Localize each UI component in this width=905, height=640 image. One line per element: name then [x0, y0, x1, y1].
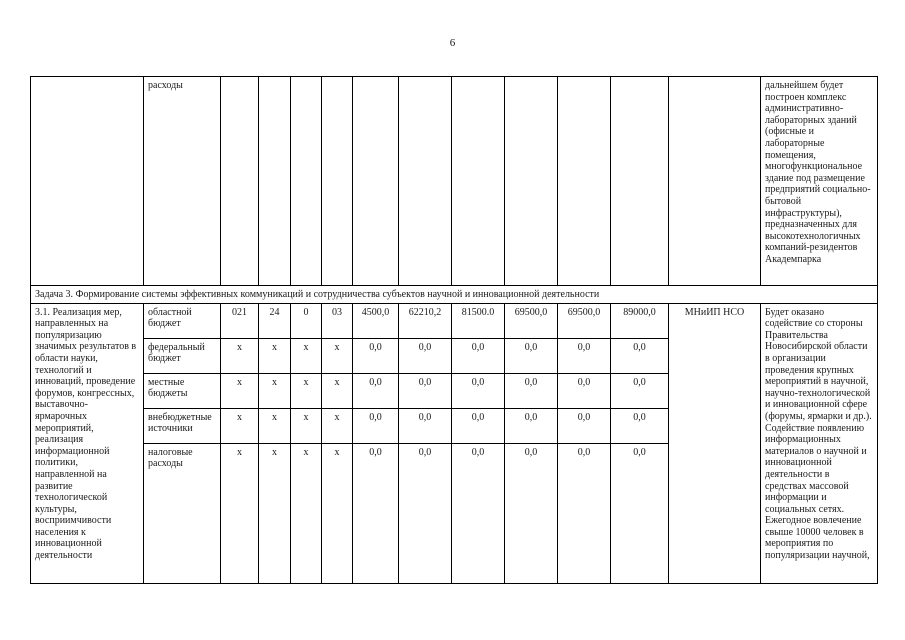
value-year-2: 0,0	[399, 443, 452, 583]
value-year-5: 0,0	[558, 443, 611, 583]
code-om: х	[322, 373, 353, 408]
measure-title: 3.1. Реализация мер, направленных на популяризацию значимых результатов в области науки, технологий и инноваций, проведение форумов, конгрессных, выставочно-ярмарочных мероприятий, реализация информационной политики, направленной на развитие технологической культуры, восприимчивости населения к инновационной деятельности	[31, 303, 144, 583]
code-gp: 24	[259, 303, 291, 338]
code-grbs: х	[221, 408, 259, 443]
code-om: 03	[322, 303, 353, 338]
funding-source: местные бюджеты	[144, 373, 221, 408]
code-om: х	[322, 443, 353, 583]
code-gp: х	[259, 443, 291, 583]
code-pgp: х	[291, 373, 322, 408]
code-pgp: 0	[291, 303, 322, 338]
result-note-cell: дальнейшем будет построен комплекс административно-лабораторных зданий (офисные и лабораторные помещения, многофункциональное здание под размещение предприятий социально-бытовой инфраструктуры), предназначенных для высокотехнологичных компаний-резидентов Академпарка	[761, 77, 878, 286]
funding-source: внебюджетные источники	[144, 408, 221, 443]
value-year-4: 69500,0	[505, 303, 558, 338]
task-header: Задача 3. Формирование системы эффективных коммуникаций и сотрудничества субъектов научной и инновационной деятельности	[31, 286, 878, 304]
code-gp: х	[259, 338, 291, 373]
executor: МНиИП НСО	[669, 303, 761, 583]
value-year-3: 0,0	[452, 443, 505, 583]
funding-source: налоговые расходы	[144, 443, 221, 583]
value-year-1: 4500,0	[353, 303, 399, 338]
value-year-6: 0,0	[611, 443, 669, 583]
value-year-5: 0,0	[558, 373, 611, 408]
code-grbs: 021	[221, 303, 259, 338]
code-pgp: х	[291, 408, 322, 443]
value-year-4: 0,0	[505, 373, 558, 408]
code-grbs: х	[221, 373, 259, 408]
executor-cell-empty	[669, 77, 761, 286]
value-year-2: 0,0	[399, 373, 452, 408]
code-om: х	[322, 338, 353, 373]
value-year-4: 0,0	[505, 338, 558, 373]
code-pgp: х	[291, 443, 322, 583]
value-year-3: 0,0	[452, 408, 505, 443]
value-year-5: 0,0	[558, 408, 611, 443]
code-pgp: х	[291, 338, 322, 373]
code-gp: х	[259, 373, 291, 408]
code-grbs: х	[221, 443, 259, 583]
code-gp: х	[259, 408, 291, 443]
value-year-5: 69500,0	[558, 303, 611, 338]
value-year-6: 0,0	[611, 373, 669, 408]
value-year-3: 0,0	[452, 373, 505, 408]
code-grbs: х	[221, 338, 259, 373]
program-measures-table	[30, 76, 878, 584]
task-header-row	[31, 286, 878, 304]
value-year-3: 81500.0	[452, 303, 505, 338]
measure-cell-empty	[31, 77, 144, 286]
funding-source: областной бюджет	[144, 303, 221, 338]
value-year-4: 0,0	[505, 408, 558, 443]
value-year-2: 0,0	[399, 408, 452, 443]
measure-row-regional-budget	[31, 303, 878, 338]
expected-result: Будет оказано содействие со стороны Правительства Новосибирской области в организации проведения крупных мероприятий в научной, научно-технологической и инновационной сфере (форумы, ярмарки и др.). Содействие появлению информационных материалов о научной и инновационной деятельности в средствах массовой информации и социальных сетях. Ежегодное вовлечение свыше 10000 человек в мероприятия по популяризации научной,	[761, 303, 878, 583]
value-year-2: 0,0	[399, 338, 452, 373]
value-year-4: 0,0	[505, 443, 558, 583]
value-year-1: 0,0	[353, 338, 399, 373]
value-year-6: 0,0	[611, 408, 669, 443]
continuation-row	[31, 77, 878, 286]
value-year-2: 62210,2	[399, 303, 452, 338]
value-year-6: 0,0	[611, 338, 669, 373]
value-year-6: 89000,0	[611, 303, 669, 338]
value-year-3: 0,0	[452, 338, 505, 373]
value-year-1: 0,0	[353, 373, 399, 408]
source-cell: расходы	[144, 77, 221, 286]
value-year-5: 0,0	[558, 338, 611, 373]
value-year-1: 0,0	[353, 408, 399, 443]
value-year-1: 0,0	[353, 443, 399, 583]
page-number: 6	[449, 37, 456, 49]
code-om: х	[322, 408, 353, 443]
funding-source: федеральный бюджет	[144, 338, 221, 373]
